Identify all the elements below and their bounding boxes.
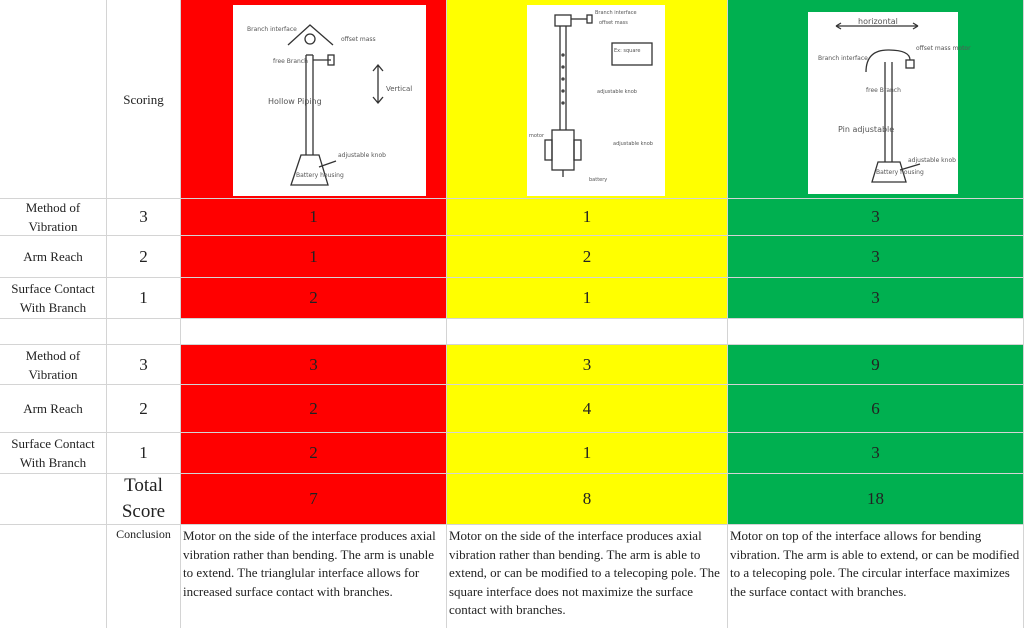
design-red-sketch xyxy=(233,5,426,196)
spacer-cell xyxy=(181,319,447,345)
weighted-score-yellow-surface: 1 xyxy=(447,433,728,474)
design-yellow-header xyxy=(447,0,728,199)
raw-score-yellow-surface: 1 xyxy=(447,278,728,319)
raw-score-yellow-arm-reach: 2 xyxy=(447,236,728,278)
total-score-yellow: 8 xyxy=(447,474,728,525)
red-sketch-label-4: Hollow Piping xyxy=(268,97,322,106)
design-yellow-sketch xyxy=(527,5,665,196)
spacer-cell xyxy=(728,319,1024,345)
green-sketch-label-1: horizontal xyxy=(858,17,898,26)
green-sketch-label-5: Pin adjustable xyxy=(838,125,895,134)
yellow-sketch-label-7: battery xyxy=(589,177,608,183)
weighted-score-green-surface: 3 xyxy=(728,433,1024,474)
red-sketch-label-1: Branch interface xyxy=(247,26,297,33)
weighted-weight-method-of-vibration: 3 xyxy=(107,345,181,385)
scoring-header: Scoring xyxy=(107,0,181,199)
weight-surface-contact: 1 xyxy=(107,278,181,319)
design-green-header xyxy=(728,0,1024,199)
criterion-method-of-vibration: Method of Vibration xyxy=(0,199,107,236)
raw-score-red-arm-reach: 1 xyxy=(181,236,447,278)
weighted-criterion-arm-reach: Arm Reach xyxy=(0,385,107,433)
weighted-score-yellow-vibration: 3 xyxy=(447,345,728,385)
corner-cell xyxy=(0,0,107,199)
conclusion-red: Motor on the side of the interface produces axial vibration rather than bending. The arm is unable to extend. The trianglular interface allows for increased surface contact with branches. xyxy=(181,525,447,628)
weighted-score-red-surface: 2 xyxy=(181,433,447,474)
total-label: Total Score xyxy=(107,474,181,525)
weighted-score-yellow-arm-reach: 4 xyxy=(447,385,728,433)
yellow-sketch-label-1: Branch interface xyxy=(595,10,637,16)
criterion-arm-reach: Arm Reach xyxy=(0,236,107,278)
weighted-weight-arm-reach: 2 xyxy=(107,385,181,433)
yellow-sketch-label-5: motor xyxy=(529,133,545,139)
spacer-cell xyxy=(0,319,107,345)
yellow-sketch-label-4: adjustable knob xyxy=(597,89,637,95)
conclusion-blank-cell xyxy=(0,525,107,628)
weight-arm-reach: 2 xyxy=(107,236,181,278)
conclusion-yellow: Motor on the side of the interface produces axial vibration rather than bending. The arm is able to extend, or can be modified to a telecoping pole. The square interface does not maximize the surface contact with branches. xyxy=(447,525,728,628)
raw-score-red-surface: 2 xyxy=(181,278,447,319)
red-sketch-label-2: free Branch xyxy=(273,58,308,65)
total-score-red: 7 xyxy=(181,474,447,525)
raw-score-green-vibration: 3 xyxy=(728,199,1024,236)
yellow-sketch-label-6: adjustable knob xyxy=(613,141,653,147)
criterion-surface-contact: Surface Contact With Branch xyxy=(0,278,107,319)
raw-score-green-arm-reach: 3 xyxy=(728,236,1024,278)
raw-score-green-surface: 3 xyxy=(728,278,1024,319)
weight-method-of-vibration: 3 xyxy=(107,199,181,236)
design-green-sketch xyxy=(808,12,971,194)
red-sketch-label-5: Vertical xyxy=(386,85,413,93)
weighted-score-red-vibration: 3 xyxy=(181,345,447,385)
green-sketch-label-2: Branch interface xyxy=(818,55,868,62)
raw-score-yellow-vibration: 1 xyxy=(447,199,728,236)
green-sketch-label-3: offset mass motor xyxy=(916,45,971,52)
weighted-weight-surface-contact: 1 xyxy=(107,433,181,474)
total-blank-cell xyxy=(0,474,107,525)
yellow-sketch-label-2: offset mass xyxy=(599,20,628,26)
conclusion-green: Motor on top of the interface allows for bending vibration. The arm is able to extend, or can be modified to a telecoping pole. The circular interface maximizes the surface contact with branches. xyxy=(728,525,1024,628)
red-sketch-label-7: Battery housing xyxy=(296,172,344,179)
spacer-cell xyxy=(107,319,181,345)
green-sketch-label-7: adjustable knob xyxy=(908,157,956,164)
yellow-sketch-label-3: Ex: square xyxy=(614,48,641,54)
total-score-green: 18 xyxy=(728,474,1024,525)
weighted-score-green-arm-reach: 6 xyxy=(728,385,1024,433)
conclusion-label: Conclusion xyxy=(107,525,181,628)
raw-score-red-vibration: 1 xyxy=(181,199,447,236)
green-sketch-label-6: Battery housing xyxy=(876,169,924,176)
red-sketch-label-6: adjustable knob xyxy=(338,152,386,159)
weighted-score-green-vibration: 9 xyxy=(728,345,1024,385)
weighted-criterion-surface-contact: Surface Contact With Branch xyxy=(0,433,107,474)
weighted-criterion-method-of-vibration: Method of Vibration xyxy=(0,345,107,385)
green-sketch-label-4: free Branch xyxy=(866,87,901,94)
spacer-cell xyxy=(447,319,728,345)
red-sketch-label-3: offset mass xyxy=(341,36,376,43)
weighted-score-red-arm-reach: 2 xyxy=(181,385,447,433)
design-red-header xyxy=(181,0,447,199)
